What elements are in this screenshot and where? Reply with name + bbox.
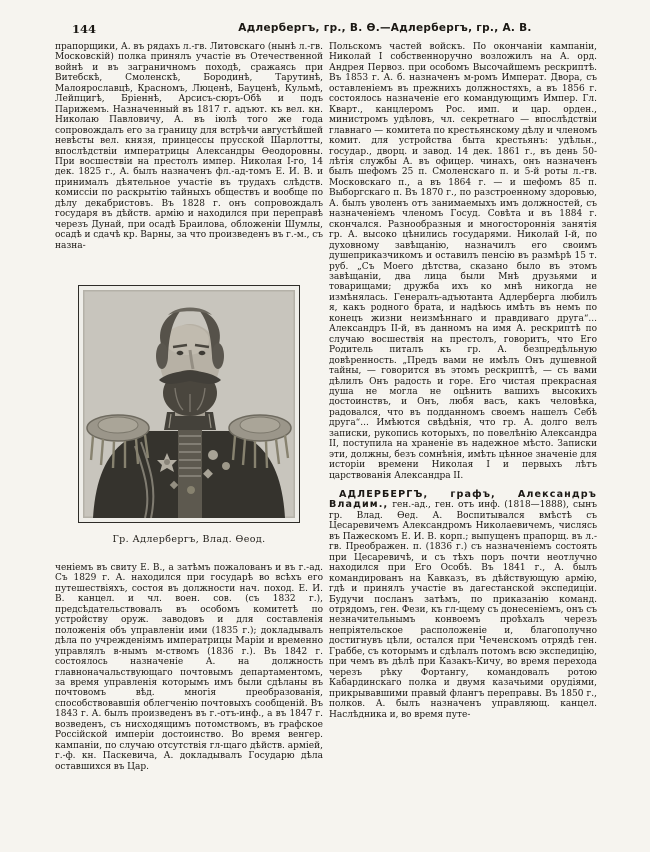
- portrait-engraving-icon: [83, 290, 295, 518]
- left-column-text-top: прапорщики, А. въ рядахъ л.-гв. Литовскаго (нынѣ л.-гв. Московскій) полка принялъ участіе въ Отечественной войнѣ и въ заграничномъ походѣ, сражаясь при Витебскѣ, Смоленскѣ, Бородинѣ, Тарутинѣ, Малоярославцѣ, Красномъ, Люценѣ, Бауценѣ, Кульмѣ, Лейпцигѣ, Бріеннѣ, Арсисъ-сюръ-Обѣ и подъ Парижемъ. Назначенный въ 1817 г. адъют. къ вел. кн. Николаю Павловичу, А. въ іюлѣ того же года сопровождалъ его за границу для встрѣчи августѣйшей невѣсты вел. князя, принцессы прусской Шарлотты, впослѣдствіи императрицы Александры Ѳеодоровны. При восшествіи на престолъ импер. Николая I-го, 14 дек. 1825 г., А. былъ назначенъ фл.-ад-томъ Е. И. В. и принималъ дѣятельное участіе въ трудахъ слѣдств. комиссіи по раскрытію тайныхъ обществъ и вообще по дѣлу декабристовъ. Въ 1828 г. онъ сопровождалъ государя въ дѣйств. армію и находился при переправѣ черезъ Дунай, при осадѣ Браилова, обложеніи Шумлы, осадѣ и сдачѣ кр. Варны, за что произведенъ въ г.-м., съ назна-: [55, 42, 323, 251]
- portrait-caption: Гр. Адлербергъ, Влад. Ѳеод.: [112, 534, 266, 545]
- running-header: Адлербергъ, гр., В. Ѳ.—Адлербергъ, гр., А. В.: [238, 22, 532, 34]
- entry-paragraph: [329, 490, 597, 720]
- entry-heading: АДЛЕРБЕРГЪ, графъ, Александръ Владим.,: [329, 489, 597, 511]
- portrait-image: [78, 285, 300, 523]
- left-column-text-bottom: ченіемъ въ свиту Е. В., а затѣмъ пожалованъ и въ г.-ад. Съ 1829 г. А. находился при государѣ во всѣхъ его путешествіяхъ, состоя въ должности нач. поход. Е. И. В. канцел. и чл. воен. сов. (съ 1832 г.), предсѣдательствовалъ въ особомъ комитетѣ по устройству оруж. заводовъ и для составленія положенія объ управленіи ими (1835 г.); докладывалъ дѣла по учрежденіямъ императрицы Маріи и временно управлялъ в-нымъ м-ствомъ (1836 г.). Въ 1842 г. состоялось назначеніе А. на должность главноначальствующаго почтовымъ департаментомъ, за время управленія которымъ имъ были сдѣланы въ почтовомъ вѣд. многія преобразованія, способствовавшія облегченію почтовыхъ сообщеній. Въ 1843 г. А. былъ произведенъ въ г.-отъ-инф., а въ 1847 г. возведенъ, съ нисходящимъ потомствомъ, въ графское Россійской имперіи достоинство. Во время венгер. кампаніи, по случаю отсутствія гл-щаго дѣйств. арміей, г.-ф. кн. Паскевича, А. докладывалъ Государю дѣла оставшихся въ Цар.: [55, 563, 323, 772]
- entry-body: ген.-ад., ген. отъ инф. (1818—1888), сынъ гр. Влад. Ѳед. А. Воспитывался вмѣстѣ съ Цесаревичемъ Александромъ Николаевичемъ, числясь въ Пажескомъ Е. И. В. корп.; выпущенъ прапорщ. въ л.-гв. Преображен. п. (1836 г.) съ назначеніемъ состоять при Цесаревичѣ, и съ тѣхъ поръ почти неотлучно находился при Его Особѣ. Въ 1841 г., А. былъ командированъ на Кавказъ, въ дѣйствующую армію, гдѣ и принялъ участіе въ дагестанской экспедиціи. Будучи посланъ затѣмъ, по приказанію команд. отрядомъ, ген. Фези, къ гл-щему съ донесеніемъ, онъ съ незначительнымъ конвоемъ проѣхалъ черезъ непріятельское расположеніе и, благополучно достигнувъ цѣли, остался при Чеченскомъ отрядѣ ген. Граббе, съ которымъ и сдѣлалъ потомъ всю экспедицію, при чемъ въ дѣлѣ при Казакъ-Кичу, во время перехода черезъ рѣку Фортангу, командовалъ ротою Кабардинскаго полка и двумя казачьими орудіями, прикрывавшими правый флангъ переправы. Въ 1850 г., полков. А. былъ назначенъ управляющ. канцел. Наслѣдника и, во время путе-: [329, 500, 597, 720]
- page-number: 144: [72, 22, 97, 36]
- right-column-paragraph: Польскомъ частей войскъ. По окончаніи кампаніи, Николай I собственноручно возложилъ на А. орд. Андрея Первоз. при особомъ Высочайшемъ рескриптѣ. Въ 1853 г. А. б. назначенъ м-ромъ Императ. Двора, съ оставленіемъ въ прежнихъ должностяхъ, а въ 1856 г. состоялось назначеніе его командующимъ Импер. Гл. Кварт., канцлеромъ Рос. имп. и цар. орден., министромъ удѣловъ, чл. секретнаго — впослѣдствіи главнаго — комитета по крестьянскому дѣлу и членомъ комит. для устройства быта крестьянъ: удѣльн., государ., дворц. и завод. 14 дек. 1861 г., въ день 50-лѣтія службы А. въ офицер. чинахъ, онъ назначенъ былъ шефомъ 25 п. Смоленскаго п. и 5-й роты л.-гв. Московскаго п., а въ 1864 г. — и шефомъ 85 п. Выборгскаго п. Въ 1870 г., по разстроенному здоровью, А. былъ уволенъ отъ занимаемыхъ имъ должностей, съ назначеніемъ членомъ Госуд. Совѣта и въ 1884 г. скончался. Разнообразныя и многостороннія занятія гр. А. высоко цѣнились государями. Николай I-й, по духовному завѣщанію, назначилъ его своимъ душеприказчикомъ и оставилъ пенсію въ размѣрѣ 15 т. руб. „Съ Моего дѣтства, сказано было въ этомъ завѣщаніи, два лица были Мнѣ друзьями и товарищами; дружба ихъ ко мнѣ никогда не измѣнялась. Генералъ-адъютанта Адлерберга любилъ я, какъ родного брата, и надѣюсь имѣть въ немъ по конецъ жизни неизмѣннаго и правдиваго друга“... Александръ II-й, въ данномъ на имя А. рескриптѣ по случаю восшествія на престолъ, говоритъ, что Его Родитель питалъ къ гр. А. безпредѣльную довѣренность. „Предъ вами не имѣлъ Онъ душевной тайны, — говорится въ этомъ рескриптѣ, — съ вами дѣлилъ Онъ радость и горе. Его чистая прекрасная душа не могла не оцѣнить вашихъ высокихъ достоинствъ, и Онъ, любя васъ, какъ человѣка, радовался, что въ подданномъ своемъ нашелъ Себѣ друга“... Имѣются свѣдѣнія, что гр. А. долго велъ записки, рукопись которыхъ, по повелѣнію Александра II, поступила на храненіе въ надежное мѣсто. Записки эти, должны, безъ сомнѣнія, имѣть цѣнное значеніе для исторіи времени Николая I и первыхъ лѣтъ царствованія Александра II.: [329, 42, 597, 481]
- right-column: [329, 42, 597, 814]
- portrait-figure: [55, 285, 323, 545]
